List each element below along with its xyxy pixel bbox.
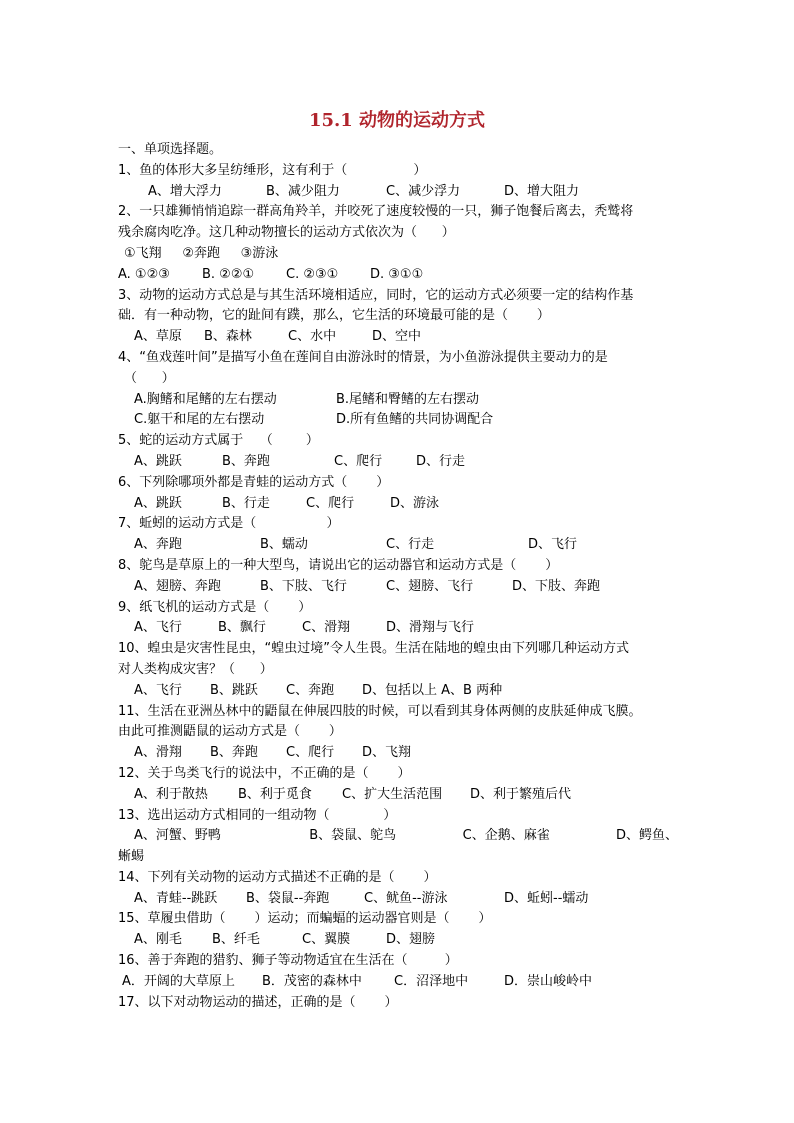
option-d: D、滑翔与飞行 <box>386 620 475 636</box>
question-15-stem: 15、草履虫借助（ ）运动；而蝙蝠的运动器官则是（ ） <box>118 911 492 927</box>
option-d: D、蚯蚓--蠕动 <box>504 890 589 906</box>
question-9-stem: 9、纸飞机的运动方式是（ ） <box>118 599 312 615</box>
option-d: D、增大阻力 <box>504 183 580 199</box>
question-14-options <box>118 889 678 910</box>
option-a: A、奔跑 <box>134 537 182 553</box>
question-16-stem: 16、善于奔跑的猎豹、狮子等动物适宜在生活在（ ） <box>118 953 458 969</box>
option-c: C、企鹅、麻雀 <box>462 828 550 844</box>
question-4-options-row-1 <box>118 390 678 411</box>
option-c: C、扩大生活范围 <box>342 786 443 802</box>
question-5-options <box>118 452 678 473</box>
option-b: B、袋鼠--奔跑 <box>246 890 330 906</box>
option-c: C．沼泽地中 <box>394 973 469 989</box>
option-a: A、利于散热 <box>134 786 208 802</box>
question-1-stem: 1、鱼的体形大多呈纺缍形，这有利于（ ） <box>118 162 427 178</box>
option-d: D、翅膀 <box>386 932 436 948</box>
question-7-stem: 7、蚯蚓的运动方式是（ ） <box>118 516 340 532</box>
option-b: B、利于觅食 <box>238 786 312 802</box>
question-13-wrap: 蜥蜴 <box>118 849 145 865</box>
option-c: C.躯干和尾的左右摆动 <box>134 412 265 428</box>
question-8-options <box>118 577 678 598</box>
option-a: A．开阔的大草原上 <box>122 973 235 989</box>
option-a: A. ①②③ <box>118 266 170 282</box>
option-d: D、包括以上 A、B 两种 <box>362 682 503 698</box>
question-2-line-1: 2、一只雄狮悄悄追踪一群高角羚羊，并咬死了速度较慢的一只，狮子饱餐后离去，秃鹫将 <box>118 204 634 220</box>
question-11-line-1: 11、生活在亚洲丛林中的鼯鼠在伸展四肢的时候，可以看到其身体两侧的皮肤延伸成飞膜。 <box>118 703 642 719</box>
option-d: D.所有鱼鳍的共同协调配合 <box>336 412 494 428</box>
option-b: B、下肢、飞行 <box>260 578 347 594</box>
option-a: A.胸鳍和尾鳍的左右摆动 <box>134 391 277 407</box>
option-c: C、奔跑 <box>286 682 335 698</box>
option-b: B、飘行 <box>218 620 266 636</box>
option-d: D．崇山峻岭中 <box>504 973 593 989</box>
option-a: A、飞行 <box>134 620 182 636</box>
question-4-options-row-2 <box>118 410 678 431</box>
section-heading: 一、单项选择题。 <box>118 142 223 157</box>
option-b: B、减少阻力 <box>266 183 340 199</box>
option-c: C、翅膀、飞行 <box>386 578 474 594</box>
option-c: C. ②③① <box>286 266 339 282</box>
question-16-options <box>118 972 678 993</box>
option-c: C、水中 <box>288 329 337 345</box>
question-9-options <box>118 618 678 639</box>
option-b: B．茂密的森林中 <box>262 973 362 989</box>
option-c: C、爬行 <box>306 495 355 511</box>
question-4-line-1: 4、“鱼戏莲叶间”是描写小鱼在莲间自由游泳时的情景，为小鱼游泳提供主要动力的是 <box>118 349 608 365</box>
question-2-options <box>118 265 678 286</box>
option-d: D、下肢、奔跑 <box>512 578 601 594</box>
option-b: B、行走 <box>222 495 270 511</box>
option-a: A、飞行 <box>134 682 182 698</box>
question-3-line-2: 础．有一种动物，它的趾间有蹼，那么，它生活的环境最可能的是（ ） <box>118 308 550 324</box>
page-title: 15.1 动物的运动方式 <box>308 110 486 131</box>
option-c: C、爬行 <box>286 745 335 761</box>
question-3-options <box>118 327 678 348</box>
question-11-options <box>118 743 678 764</box>
option-d: D、鳄鱼、 <box>615 828 678 844</box>
option-a: A、滑翔 <box>134 745 182 761</box>
option-d: D、行走 <box>416 453 466 469</box>
option-c: C、爬行 <box>334 453 383 469</box>
option-d: D、利于繁殖后代 <box>470 786 572 802</box>
question-8-stem: 8、鸵鸟是草原上的一种大型鸟，请说出它的运动器官和运动方式是（ ） <box>118 557 559 573</box>
option-d: D、飞翔 <box>362 745 412 761</box>
question-list <box>118 140 678 1013</box>
question-5-stem: 5、蛇的运动方式属于 （ ） <box>118 433 319 449</box>
option-b: B、纤毛 <box>212 932 260 948</box>
option-d: D. ③①① <box>370 266 424 282</box>
question-2-items: ①飞翔 ②奔跑 ③游泳 <box>124 245 279 261</box>
option-d: D、飞行 <box>528 537 578 553</box>
option-c: C、鱿鱼--游泳 <box>364 890 448 906</box>
option-b: B、奔跑 <box>210 745 258 761</box>
option-b: B.尾鳍和臀鳍的左右摆动 <box>336 391 480 407</box>
option-a: A、河蟹、野鸭 <box>134 828 221 844</box>
option-c: C、翼膜 <box>302 932 351 948</box>
question-11-line-2: 由此可推测鼯鼠的运动方式是（ ） <box>118 724 342 740</box>
question-17-stem: 17、以下对动物运动的描述，正确的是（ ） <box>118 994 398 1010</box>
option-a: A、跳跃 <box>134 495 182 511</box>
option-b: B、奔跑 <box>222 453 270 469</box>
question-2-line-2: 残余腐肉吃净。这几种动物擅长的运动方式依次为（ ） <box>118 225 455 241</box>
option-b: B、袋鼠、鸵鸟 <box>309 828 397 844</box>
option-c: C、行走 <box>386 537 435 553</box>
question-12-options <box>118 785 678 806</box>
question-3-line-1: 3、动物的运动方式总是与其生活环境相适应，同时，它的运动方式必须要一定的结构作基 <box>118 287 634 303</box>
question-7-options <box>118 535 678 556</box>
option-a: A、草原 <box>134 329 182 345</box>
option-b: B、跳跃 <box>210 682 258 698</box>
question-13-stem: 13、选出运动方式相同的一组动物（ ） <box>118 807 397 823</box>
option-b: B、森林 <box>204 329 252 345</box>
option-c: C、减少浮力 <box>386 183 461 199</box>
option-a: A、刚毛 <box>134 932 182 948</box>
question-14-stem: 14、下列有关动物的运动方式描述不正确的是（ ） <box>118 869 437 885</box>
option-d: D、空中 <box>372 329 422 345</box>
question-4-line-2: （ ） <box>124 370 175 386</box>
question-10-options <box>118 681 678 702</box>
question-10-line-1: 10、蝗虫是灾害性昆虫，“蝗虫过境”令人生畏。生活在陆地的蝗虫由下列哪几种运动方式 <box>118 641 630 657</box>
option-c: C、滑翔 <box>302 620 351 636</box>
option-a: A、青蛙--跳跃 <box>134 890 218 906</box>
question-12-stem: 12、关于鸟类飞行的说法中，不正确的是（ ） <box>118 765 411 781</box>
question-6-options <box>118 494 678 515</box>
option-a: A、增大浮力 <box>148 183 222 199</box>
question-1-options <box>118 182 678 203</box>
option-a: A、翅膀、奔跑 <box>134 578 221 594</box>
option-b: B、蠕动 <box>260 537 308 553</box>
option-a: A、跳跃 <box>134 453 182 469</box>
question-13-options <box>118 826 678 847</box>
question-15-options <box>118 930 678 951</box>
question-6-stem: 6、下列除哪项外都是青蛙的运动方式（ ） <box>118 474 390 490</box>
option-b: B. ②②① <box>202 266 255 282</box>
option-d: D、游泳 <box>390 495 440 511</box>
question-10-line-2: 对人类构成灾害？（ ） <box>118 661 273 677</box>
